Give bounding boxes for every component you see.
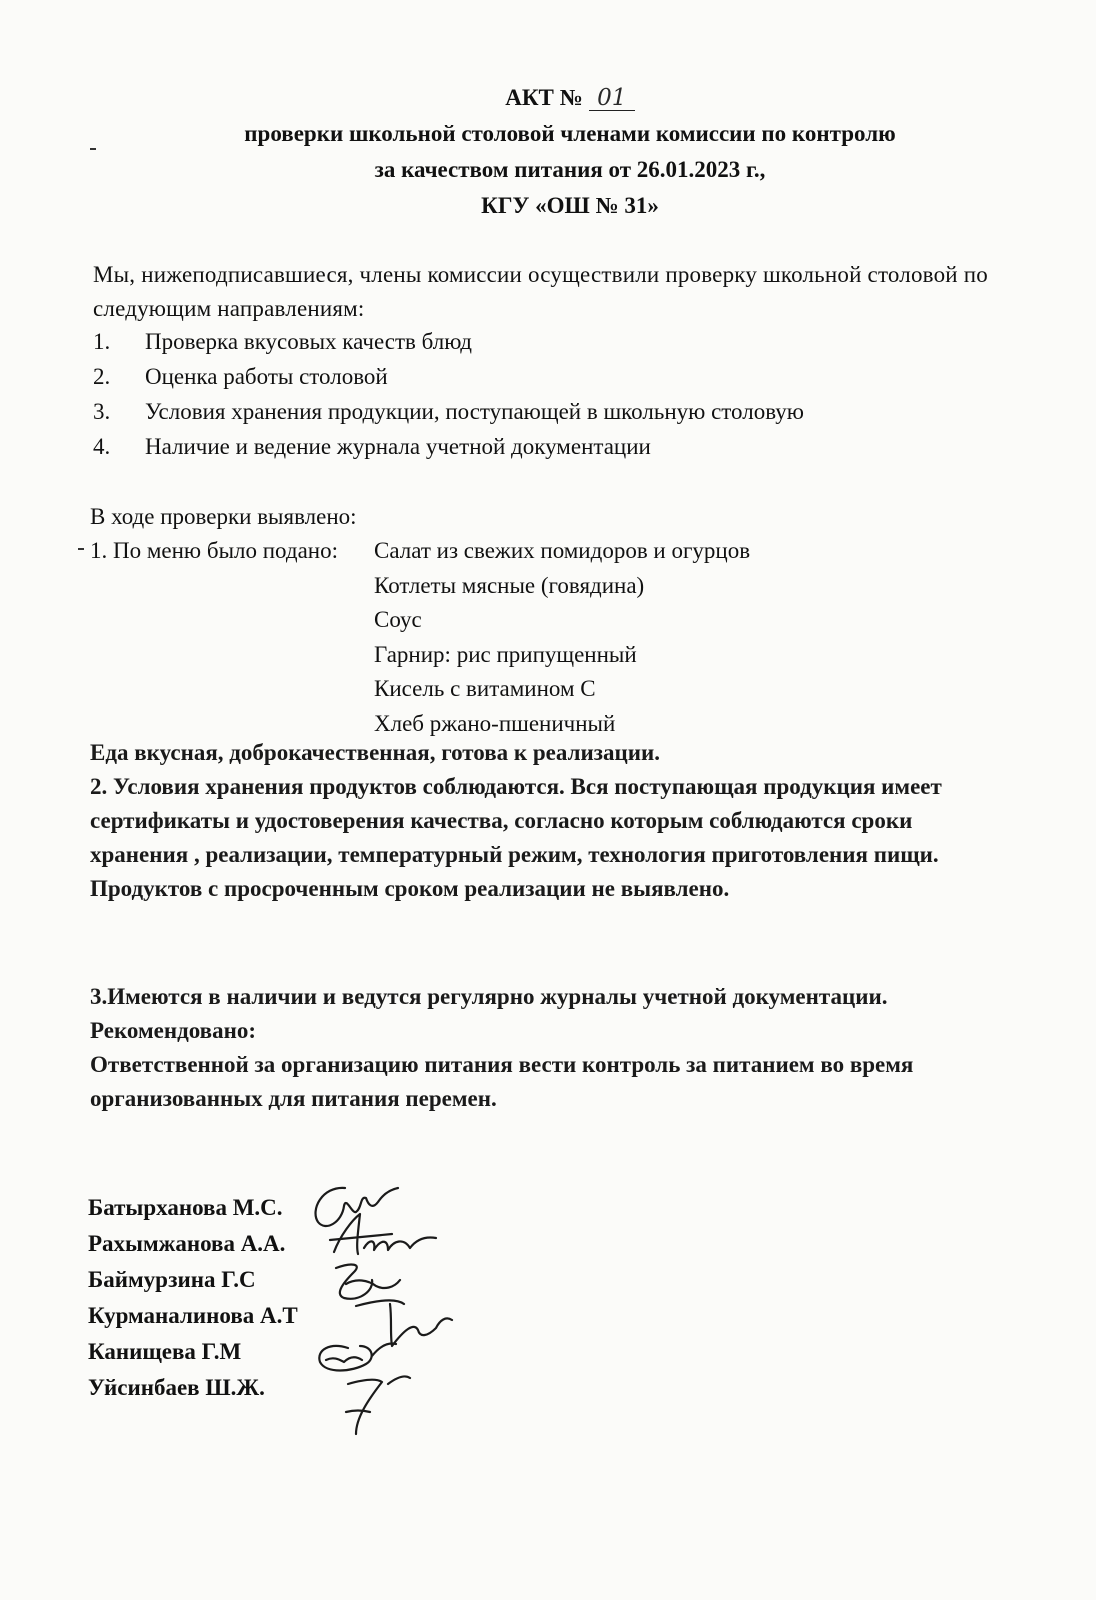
food-quality-text: Еда вкусная, доброкачественная, готова к реализации.: [90, 740, 660, 765]
act-prefix: АКТ №: [505, 85, 583, 110]
act-number-handwritten: 01: [589, 86, 635, 111]
menu-item: Хлеб ржано-пшеничный: [374, 710, 616, 736]
list-item-text: Условия хранения продукции, поступающей в школьную столовую: [145, 399, 804, 424]
menu-item: Гарнир: рис припущенный: [374, 641, 637, 667]
title-line-1: проверки школьной столовой членами комиссии по контролю: [244, 121, 896, 146]
menu-item: Кисель с витамином С: [374, 676, 596, 701]
journals-and-recommendation: [90, 980, 1005, 1116]
signers-list: [88, 1190, 298, 1406]
menu-list: [90, 534, 750, 741]
menu-row: [90, 672, 750, 707]
signature: [356, 1300, 452, 1346]
signer-name: Канищева Г.М: [88, 1339, 242, 1364]
menu-label: 1. По меню было подано:: [90, 538, 339, 563]
expired-products-text: Продуктов с просроченным сроком реализации не выявлено.: [90, 876, 730, 901]
intro-paragraph: Мы, нижеподписавшиеся, члены комиссии осуществили проверку школьной столовой по следующим направлениям:: [93, 262, 988, 321]
document-header: [150, 80, 990, 224]
storage-paragraph: 2. Условия хранения продуктов соблюдаются. Вся поступающая продукция имеет сертификаты и удостоверения качества, согласно которым соблюдаются сроки хранения , реализации, температурный режим, технология приготовления пищи.: [90, 774, 942, 867]
title-line-3: КГУ «ОШ № 31»: [481, 193, 659, 218]
signer-name: Курманалинова А.Т: [88, 1303, 298, 1328]
menu-row: [90, 638, 750, 673]
menu-row: [90, 534, 750, 569]
signer-name: Баймурзина Г.С: [88, 1267, 256, 1292]
list-item-number: 3.: [93, 399, 111, 424]
signature: [336, 1265, 400, 1299]
signature: [316, 1188, 398, 1226]
list-item: [93, 324, 804, 359]
list-item: [93, 359, 804, 394]
scan-mark: [90, 148, 96, 150]
signature: [346, 1376, 410, 1434]
list-item-text: Проверка вкусовых качеств блюд: [145, 329, 472, 354]
menu-row: [90, 603, 750, 638]
act-title: [150, 80, 990, 116]
findings-body: [90, 736, 1005, 906]
list-item-number: 1.: [93, 329, 111, 354]
list-item: [93, 394, 804, 429]
signer-name: Рахымжанова А.А.: [88, 1231, 286, 1256]
list-item-text: Наличие и ведение журнала учетной документации: [145, 434, 651, 459]
list-item-number: 2.: [93, 364, 111, 389]
menu-row: [90, 569, 750, 604]
signature: [330, 1214, 436, 1254]
directions-list: [93, 324, 804, 464]
scan-mark: [78, 548, 84, 550]
list-item-number: 4.: [93, 434, 111, 459]
menu-item: Соус: [374, 607, 422, 632]
signer-name: Батырханова М.С.: [88, 1195, 283, 1220]
menu-item: Котлеты мясные (говядина): [374, 572, 645, 598]
list-item-text: Оценка работы столовой: [145, 364, 388, 389]
signer-name: Уйсинбаев Ш.Ж.: [88, 1375, 265, 1400]
recommendation-text: Ответственной за организацию питания вести контроль за питанием во время организованных для питания перемен.: [90, 1052, 914, 1111]
journals-text: 3.Имеются в наличии и ведутся регулярно журналы учетной документации.: [90, 984, 888, 1009]
recommended-title: Рекомендовано:: [90, 1018, 256, 1043]
findings-title: В ходе проверки выявлено:: [90, 504, 357, 529]
list-item: [93, 429, 804, 464]
signature: [319, 1344, 396, 1371]
menu-item: Салат из свежих помидоров и огурцов: [374, 538, 751, 563]
title-line-2: за качеством питания от 26.01.2023 г.,: [374, 157, 766, 182]
